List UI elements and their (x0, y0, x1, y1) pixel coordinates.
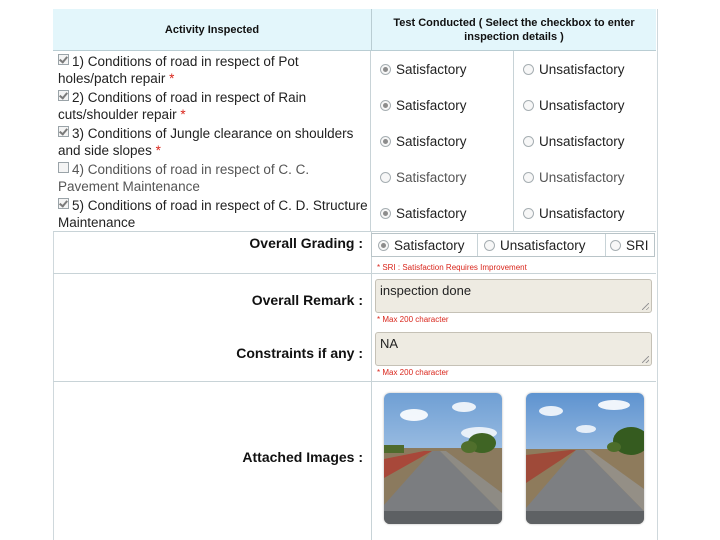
unsatisfactory-radio[interactable] (523, 136, 534, 147)
satisfactory-radio[interactable] (380, 64, 391, 75)
option-label: Satisfactory (396, 169, 467, 185)
activity-row-4 (53, 159, 656, 196)
overall-remark-textarea[interactable] (375, 279, 652, 313)
satisfactory-radio[interactable] (380, 208, 391, 219)
activity-cell[interactable] (53, 159, 371, 195)
option-label: Unsatisfactory (539, 97, 625, 113)
satisfactory-radio[interactable] (380, 136, 391, 147)
option-label: Unsatisfactory (539, 133, 625, 149)
option-label: Satisfactory (396, 205, 467, 221)
activity-label: 3) Conditions of Jungle clearance on shoulders and side slopes (58, 126, 354, 158)
activity-row-2 (53, 87, 656, 124)
activity-label: 5) Conditions of road in respect of C. D. Structure Maintenance (58, 198, 368, 230)
activity-label: 4) Conditions of road in respect of C. C. Pavement Maintenance (58, 162, 310, 194)
constraints-note: * Max 200 character (377, 368, 449, 377)
activity-checkbox[interactable] (58, 198, 69, 209)
satisfactory-radio[interactable] (380, 172, 391, 183)
constraints-label: Constraints if any : (236, 345, 363, 361)
attached-image[interactable] (384, 393, 502, 524)
activity-row-3 (53, 123, 656, 160)
unsatisfactory-radio[interactable] (523, 64, 534, 75)
option-label: Satisfactory (396, 61, 467, 77)
activity-cell[interactable] (53, 51, 371, 87)
satisfactory-option[interactable] (372, 159, 514, 195)
required-marker: * (155, 143, 161, 158)
option-label: SRI (626, 237, 649, 253)
activity-column-header: Activity Inspected (53, 9, 372, 50)
grading-option-satisfactory[interactable] (372, 234, 478, 256)
option-label: Satisfactory (396, 133, 467, 149)
attached-image[interactable] (526, 393, 644, 524)
overall-grading-label: Overall Grading : (249, 235, 363, 251)
unsatisfactory-radio[interactable] (523, 208, 534, 219)
satisfactory-option[interactable] (372, 51, 514, 87)
satisfactory-option[interactable] (372, 87, 514, 123)
resize-handle-icon[interactable] (642, 356, 649, 363)
grading-option-unsatisfactory[interactable] (478, 234, 606, 256)
unsatisfactory-option[interactable] (515, 51, 656, 87)
activity-cell[interactable] (53, 123, 371, 159)
option-label: Unsatisfactory (539, 61, 625, 77)
activity-checkbox[interactable] (58, 90, 69, 101)
unsatisfactory-option[interactable] (515, 123, 656, 159)
satisfactory-option[interactable] (372, 195, 514, 231)
resize-handle-icon[interactable] (642, 303, 649, 310)
activity-row-1 (53, 51, 656, 88)
textarea-value: NA (380, 336, 399, 351)
overall-grading-group (371, 233, 655, 257)
required-marker: * (169, 71, 175, 86)
activity-checkbox[interactable] (58, 126, 69, 137)
activity-row-5 (53, 195, 656, 232)
grading-note: * SRI : Satisfaction Requires Improvement (377, 263, 527, 272)
unsatisfactory-radio[interactable] (523, 100, 534, 111)
row-divider (53, 381, 656, 382)
activity-cell[interactable] (53, 87, 371, 123)
option-label: Unsatisfactory (539, 205, 625, 221)
activity-label: 1) Conditions of road in respect of Pot holes/patch repair (58, 54, 299, 86)
unsatisfactory-option[interactable] (515, 195, 656, 231)
textarea-value: inspection done (380, 283, 472, 298)
option-label: Satisfactory (394, 237, 465, 253)
grading-option-sri[interactable] (606, 234, 654, 256)
activity-cell[interactable] (53, 195, 371, 231)
attached-images-label: Attached Images : (242, 449, 363, 465)
required-marker: * (180, 107, 186, 122)
test-column-header: Test Conducted ( Select the checkbox to enter inspection details ) (393, 16, 635, 43)
option-label: Unsatisfactory (539, 169, 625, 185)
option-label: Unsatisfactory (500, 237, 586, 253)
activity-checkbox[interactable] (58, 162, 69, 173)
option-label: Satisfactory (396, 97, 467, 113)
grading-radio[interactable] (484, 240, 495, 251)
satisfactory-option[interactable] (372, 123, 514, 159)
grading-radio[interactable] (378, 240, 389, 251)
overall-remark-label: Overall Remark : (251, 292, 363, 308)
row-divider (53, 273, 656, 274)
unsatisfactory-option[interactable] (515, 159, 656, 195)
unsatisfactory-option[interactable] (515, 87, 656, 123)
remark-note: * Max 200 character (377, 315, 449, 324)
column-divider (371, 231, 372, 540)
unsatisfactory-radio[interactable] (523, 172, 534, 183)
activity-checkbox[interactable] (58, 54, 69, 65)
satisfactory-radio[interactable] (380, 100, 391, 111)
activity-label: 2) Conditions of road in respect of Rain cuts/shoulder repair (58, 90, 307, 122)
constraints-textarea[interactable] (375, 332, 652, 366)
table-header (53, 9, 656, 51)
grading-radio[interactable] (610, 240, 621, 251)
